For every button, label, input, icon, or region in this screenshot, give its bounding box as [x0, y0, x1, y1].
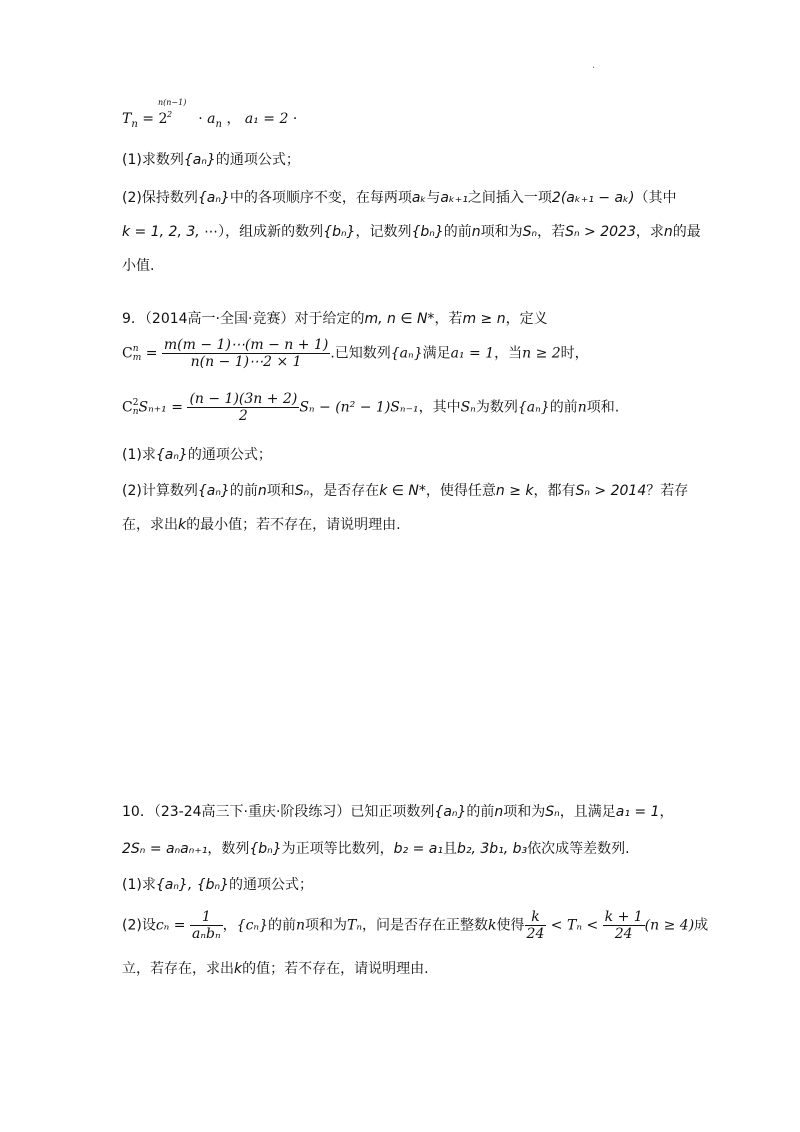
math-set-bn: {bₙ}	[323, 224, 356, 240]
math-Sn: Sₙ	[522, 224, 538, 240]
text: (1)求	[122, 447, 156, 463]
math-set-an: {aₙ}	[155, 447, 188, 463]
text: ，	[222, 917, 237, 934]
p10-part2-line2	[122, 962, 740, 976]
math-k-in-N: k ∈ N*	[379, 483, 426, 499]
math-sub-n: n	[131, 118, 138, 130]
math-Sn: Sₙ	[294, 483, 310, 499]
math-Sn: Sₙ	[545, 804, 560, 820]
text: 的通项公式；	[229, 877, 314, 893]
text: 在，求出	[122, 517, 178, 533]
math-C: C	[122, 399, 133, 416]
text: ，使得任意	[425, 483, 496, 499]
q8-part2-line1	[122, 191, 740, 205]
math-C-sup: n	[132, 343, 139, 354]
math-T: T	[122, 111, 132, 127]
p10-line1	[122, 805, 740, 819]
text: 的值；若不存在，请说明理由.	[242, 961, 429, 977]
text: ，记数列	[355, 224, 412, 240]
math-set-an: {aₙ}	[434, 804, 467, 820]
math-Tn: Tₙ	[347, 917, 363, 934]
text: ，若	[434, 311, 463, 327]
math-bseq: b₂, 3b₁, b₃	[456, 841, 528, 857]
math-eq: =	[166, 399, 188, 416]
math-fraction-right	[603, 910, 645, 941]
text: 依次成等差数列.	[527, 841, 630, 857]
p10-part1	[122, 878, 740, 892]
math-Sn: Sₙ	[460, 399, 476, 416]
text: 中的各项顺序不变，在每两项	[229, 190, 412, 206]
math-mn: m, n ∈ N*	[364, 311, 435, 327]
math-n: n	[296, 917, 306, 934]
math-a: a	[207, 111, 216, 127]
formula-line-tn	[122, 112, 740, 130]
math-set-bn: {bₙ}	[411, 224, 444, 240]
text: 为数列	[475, 399, 518, 416]
text: 项和	[266, 483, 295, 499]
fraction-denominator: 24	[526, 926, 545, 942]
p9-part1	[122, 448, 740, 462]
fraction-numerator: k + 1	[604, 909, 643, 925]
math-insert: 2(aₖ₊₁ − aₖ)	[551, 190, 635, 206]
text: 且	[442, 841, 457, 857]
text: 项和为	[480, 224, 523, 240]
p9-line1	[122, 312, 740, 326]
math-two: 2	[158, 111, 168, 127]
math-dot2: ·	[292, 111, 298, 127]
text: 的前	[268, 917, 296, 934]
fraction-denominator: 24	[614, 926, 633, 942]
q8-part1	[122, 153, 740, 167]
p10-part2-line1	[122, 910, 740, 941]
problem-source: （2014高一·全国·竞赛）	[144, 311, 295, 327]
fraction-numerator: k	[525, 910, 547, 926]
math-b2: b₂ = a₁	[393, 841, 443, 857]
math-n: n	[663, 224, 673, 240]
text: ，	[659, 804, 674, 820]
text: .已知数列	[330, 345, 391, 362]
text: 之间插入一项	[467, 190, 552, 206]
text: 时，	[560, 345, 589, 362]
problem-source: （23-24高三下·重庆·阶段练习）	[153, 804, 351, 820]
math-eq: =	[141, 345, 162, 362]
math-ak: aₖ	[411, 190, 427, 206]
math-n-ge-4: (n ≥ 4)	[644, 917, 695, 934]
text: ，求	[635, 224, 664, 240]
math-sets: {aₙ}, {bₙ}	[155, 877, 230, 893]
math-set-cn: {cₙ}	[236, 917, 268, 934]
math-C: C	[122, 345, 133, 362]
text: (2)计算数列	[122, 483, 198, 499]
text: (2)设	[122, 917, 156, 934]
problem-number: 10．	[122, 804, 154, 820]
text: 的前	[229, 483, 258, 499]
text: 已知正项数列	[350, 804, 435, 820]
math-sub-n2: n	[215, 118, 222, 130]
text: 项和为	[305, 917, 348, 934]
fraction-denominator: n(n − 1)⋯2 × 1	[190, 354, 302, 370]
math-set-an: {aₙ}	[197, 190, 230, 206]
exponent-denominator: 2	[167, 110, 173, 119]
fraction-numerator: m(m − 1)⋯(m − n + 1)	[163, 337, 329, 353]
math-set-an: {aₙ}	[517, 399, 550, 416]
math-lt: < Tₙ <	[546, 917, 603, 934]
math-C-sub: m	[132, 352, 142, 363]
text: 为正项等比数列，	[281, 841, 394, 857]
math-tail: Sₙ − (n² − 1)Sₙ₋₁	[299, 399, 419, 416]
text: 成	[694, 917, 709, 934]
math-n-ge-2: n ≥ 2	[522, 345, 561, 362]
text: (2)保持数列	[122, 190, 198, 206]
text: ，数列	[207, 841, 250, 857]
text: 与	[426, 190, 441, 206]
q8-part2-line2	[122, 225, 740, 239]
text: 的通项公式；	[187, 447, 272, 463]
text: （其中	[634, 190, 677, 206]
fraction-denominator: 2	[238, 408, 248, 424]
math-m-ge-n: m ≥ n	[462, 311, 506, 327]
math-k: k	[488, 917, 497, 934]
math-set-an: {aₙ}	[183, 152, 216, 168]
header-dot: .	[592, 60, 596, 71]
math-k: k	[234, 961, 243, 977]
problem-number: 9．	[122, 311, 145, 327]
text: ，定义	[505, 311, 548, 327]
text: (1)求	[122, 877, 156, 893]
text: 的最	[672, 224, 701, 240]
p9-part2-line1	[122, 484, 740, 498]
math-ak1: aₖ₊₁	[440, 190, 468, 206]
p9-part2-line2	[122, 518, 740, 532]
math-a1-eq-2: a₁ = 2	[244, 111, 289, 127]
text: ），组成新的数列	[218, 224, 324, 240]
text: 项和为	[503, 804, 546, 820]
fraction-numerator: 1	[190, 910, 223, 926]
text: 使得	[496, 917, 525, 934]
fraction-numerator: (n − 1)(3n + 2)	[189, 391, 298, 407]
text: ，其中	[418, 399, 461, 416]
math-n: n	[577, 399, 587, 416]
q8-part2-line3	[122, 259, 740, 273]
p9-line3	[122, 392, 740, 423]
math-dot: ·	[198, 111, 203, 127]
text: 的前	[466, 804, 495, 820]
math-fraction-left	[525, 910, 547, 941]
p9-line2	[122, 338, 740, 369]
text: 对于给定的	[294, 311, 365, 327]
text: ，是否存在	[309, 483, 380, 499]
math-C-sup: 2	[132, 397, 139, 408]
text: ？若存	[646, 483, 689, 499]
math-a1-eq-1: a₁ = 1	[450, 345, 495, 362]
text: ，当	[494, 345, 523, 362]
math-set-bn: {bₙ}	[249, 841, 282, 857]
math-fraction	[187, 392, 299, 423]
math-Sn1: Sₙ₊₁	[138, 399, 167, 416]
math-n-ge-k: n ≥ k	[495, 483, 534, 499]
math-set-an: {aₙ}	[390, 345, 423, 362]
text: 的前	[549, 399, 578, 416]
p10-line2	[122, 842, 740, 856]
math-eq: =	[142, 111, 159, 127]
math-n: n	[494, 804, 504, 820]
math-a1-eq-1: a₁ = 1	[615, 804, 660, 820]
text: 满足	[422, 345, 451, 362]
math-Sn-2014: Sₙ > 2014	[575, 483, 647, 499]
math-C-sub: n	[132, 406, 139, 417]
comma: ，	[226, 111, 241, 127]
text: 小值.	[122, 258, 155, 274]
text: ，且满足	[559, 804, 616, 820]
text: ，问是否存在正整数	[362, 917, 489, 934]
fraction-denominator: aₙbₙ	[192, 926, 221, 942]
math-k: k	[178, 517, 187, 533]
math-fraction	[190, 910, 223, 941]
text: ，都有	[533, 483, 576, 499]
text: ，若	[537, 224, 566, 240]
math-set-an: {aₙ}	[197, 483, 230, 499]
math-n: n	[257, 483, 267, 499]
math-kvals: k = 1, 2, 3, ⋯	[122, 224, 219, 240]
text: 的前	[443, 224, 472, 240]
exponent-numerator: n(n−1)	[158, 98, 187, 107]
text: 项和.	[586, 399, 620, 416]
math-Sn-2023: Sₙ > 2023	[565, 224, 636, 240]
text: 的通项公式；	[215, 152, 300, 168]
math-fraction	[162, 338, 330, 369]
text: 的最小值；若不存在，请说明理由.	[186, 517, 401, 533]
text: (1)求数列	[122, 152, 184, 168]
math-2Sn: 2Sₙ = aₙaₙ₊₁	[122, 841, 208, 857]
math-cn-eq: cₙ =	[155, 917, 190, 934]
math-n: n	[471, 224, 481, 240]
text: 立，若存在，求出	[122, 961, 234, 977]
